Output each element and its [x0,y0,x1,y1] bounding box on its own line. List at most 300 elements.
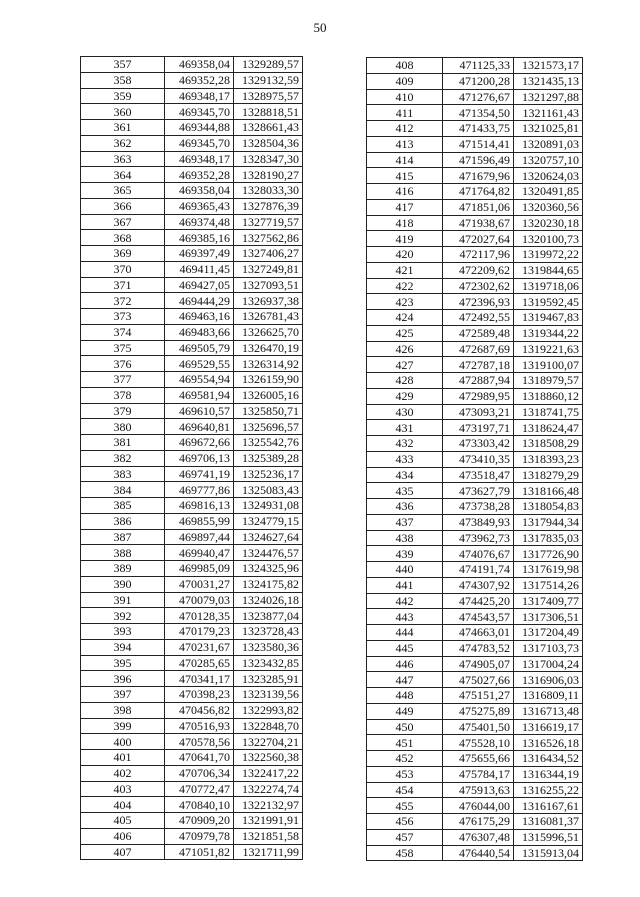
x-coordinate-cell: 469640,81 [165,419,234,435]
table-row [81,797,303,813]
y-coordinate-cell: 1322417,22 [234,765,303,781]
point-number-cell: 379 [81,403,165,419]
x-coordinate-cell: 472209,62 [443,262,514,278]
x-coordinate-cell: 475913,63 [443,782,514,798]
point-number-cell: 396 [81,671,165,687]
x-coordinate-cell: 469554,94 [165,372,234,388]
table-row [367,829,583,845]
point-number-cell: 380 [81,419,165,435]
y-coordinate-cell: 1317306,51 [514,609,583,625]
table-row [367,688,583,704]
x-coordinate-cell: 471125,33 [443,58,514,74]
y-coordinate-cell: 1323728,43 [234,624,303,640]
table-row [367,436,583,452]
x-coordinate-cell: 475027,66 [443,672,514,688]
x-coordinate-cell: 474076,67 [443,546,514,562]
table-row [81,230,303,246]
point-number-cell: 411 [367,105,443,121]
point-number-cell: 410 [367,89,443,105]
table-row [81,655,303,671]
table-row [81,340,303,356]
table-row [367,719,583,735]
x-coordinate-cell: 469483,66 [165,324,234,340]
x-coordinate-cell: 469816,13 [165,498,234,514]
table-row [81,135,303,151]
table-row [81,435,303,451]
y-coordinate-cell: 1326781,43 [234,309,303,325]
y-coordinate-cell: 1323285,91 [234,671,303,687]
x-coordinate-cell: 469897,44 [165,529,234,545]
table-row [367,751,583,767]
table-row [81,482,303,498]
x-coordinate-cell: 469358,04 [165,183,234,199]
point-number-cell: 400 [81,734,165,750]
y-coordinate-cell: 1324325,96 [234,561,303,577]
x-coordinate-cell: 472589,48 [443,325,514,341]
y-coordinate-cell: 1320360,56 [514,199,583,215]
x-coordinate-cell: 474663,01 [443,625,514,641]
point-number-cell: 399 [81,718,165,734]
y-coordinate-cell: 1319467,83 [514,310,583,326]
coordinates-table-left [80,56,303,860]
x-coordinate-cell: 469348,17 [165,151,234,167]
table-row [81,813,303,829]
x-coordinate-cell: 470031,27 [165,576,234,592]
coordinates-table-right [366,57,583,861]
point-number-cell: 426 [367,341,443,357]
point-number-cell: 394 [81,639,165,655]
y-coordinate-cell: 1318979,57 [514,373,583,389]
x-coordinate-cell: 474543,57 [443,609,514,625]
y-coordinate-cell: 1316344,19 [514,766,583,782]
y-coordinate-cell: 1317619,98 [514,562,583,578]
y-coordinate-cell: 1317004,24 [514,656,583,672]
table-row [81,750,303,766]
table-row [81,261,303,277]
y-coordinate-cell: 1319844,65 [514,262,583,278]
table-row [367,58,583,74]
y-coordinate-cell: 1318860,12 [514,388,583,404]
x-coordinate-cell: 470979,78 [165,828,234,844]
table-row [367,625,583,641]
x-coordinate-cell: 469345,70 [165,135,234,151]
y-coordinate-cell: 1327876,39 [234,198,303,214]
y-coordinate-cell: 1324779,15 [234,513,303,529]
point-number-cell: 358 [81,72,165,88]
y-coordinate-cell: 1320757,10 [514,152,583,168]
table-row [81,104,303,120]
point-number-cell: 388 [81,545,165,561]
table-row [367,215,583,231]
y-coordinate-cell: 1322848,70 [234,718,303,734]
table-row [367,798,583,814]
point-number-cell: 401 [81,750,165,766]
y-coordinate-cell: 1318166,48 [514,483,583,499]
point-number-cell: 422 [367,278,443,294]
table-row [81,639,303,655]
table-row [81,529,303,545]
point-number-cell: 385 [81,498,165,514]
y-coordinate-cell: 1315996,51 [514,829,583,845]
y-coordinate-cell: 1325696,57 [234,419,303,435]
point-number-cell: 409 [367,73,443,89]
point-number-cell: 420 [367,247,443,263]
table-row [367,420,583,436]
y-coordinate-cell: 1328818,51 [234,104,303,120]
table-row [367,247,583,263]
x-coordinate-cell: 470641,70 [165,750,234,766]
y-coordinate-cell: 1323877,04 [234,608,303,624]
y-coordinate-cell: 1322704,21 [234,734,303,750]
table-row [81,498,303,514]
y-coordinate-cell: 1317204,49 [514,625,583,641]
point-number-cell: 393 [81,624,165,640]
table-row [367,530,583,546]
x-coordinate-cell: 469397,49 [165,246,234,262]
table-row [367,73,583,89]
x-coordinate-cell: 471764,82 [443,184,514,200]
table-row [367,404,583,420]
table-row [367,278,583,294]
point-number-cell: 402 [81,765,165,781]
x-coordinate-cell: 472302,62 [443,278,514,294]
y-coordinate-cell: 1323580,36 [234,639,303,655]
point-number-cell: 368 [81,230,165,246]
point-number-cell: 384 [81,482,165,498]
x-coordinate-cell: 471938,67 [443,215,514,231]
point-number-cell: 382 [81,450,165,466]
point-number-cell: 429 [367,388,443,404]
table-row [81,561,303,577]
point-number-cell: 446 [367,656,443,672]
point-number-cell: 431 [367,420,443,436]
y-coordinate-cell: 1322132,97 [234,797,303,813]
x-coordinate-cell: 469385,16 [165,230,234,246]
table-row [367,325,583,341]
table-row [367,562,583,578]
y-coordinate-cell: 1320230,18 [514,215,583,231]
x-coordinate-cell: 475655,66 [443,751,514,767]
point-number-cell: 378 [81,387,165,403]
table-row [81,356,303,372]
point-number-cell: 366 [81,198,165,214]
x-coordinate-cell: 471851,06 [443,199,514,215]
y-coordinate-cell: 1321297,88 [514,89,583,105]
y-coordinate-cell: 1316809,11 [514,688,583,704]
y-coordinate-cell: 1321711,99 [234,844,303,860]
x-coordinate-cell: 472117,96 [443,247,514,263]
y-coordinate-cell: 1324476,57 [234,545,303,561]
table-row [81,183,303,199]
x-coordinate-cell: 474425,20 [443,593,514,609]
point-number-cell: 450 [367,719,443,735]
y-coordinate-cell: 1321025,81 [514,121,583,137]
x-coordinate-cell: 473518,47 [443,467,514,483]
x-coordinate-cell: 469348,17 [165,88,234,104]
y-coordinate-cell: 1318741,75 [514,404,583,420]
y-coordinate-cell: 1317103,73 [514,640,583,656]
x-coordinate-cell: 470398,23 [165,687,234,703]
y-coordinate-cell: 1324627,64 [234,529,303,545]
point-number-cell: 428 [367,373,443,389]
y-coordinate-cell: 1316255,22 [514,782,583,798]
table-row [367,640,583,656]
point-number-cell: 452 [367,751,443,767]
x-coordinate-cell: 476044,00 [443,798,514,814]
point-number-cell: 445 [367,640,443,656]
table-row [367,577,583,593]
x-coordinate-cell: 474191,74 [443,562,514,578]
point-number-cell: 376 [81,356,165,372]
table-row [81,624,303,640]
x-coordinate-cell: 473962,73 [443,530,514,546]
y-coordinate-cell: 1323139,56 [234,687,303,703]
x-coordinate-cell: 476175,29 [443,814,514,830]
x-coordinate-cell: 469985,09 [165,561,234,577]
y-coordinate-cell: 1324175,82 [234,576,303,592]
table-row [81,372,303,388]
x-coordinate-cell: 471679,96 [443,168,514,184]
point-number-cell: 365 [81,183,165,199]
y-coordinate-cell: 1317835,03 [514,530,583,546]
point-number-cell: 377 [81,372,165,388]
point-number-cell: 403 [81,781,165,797]
table-row [367,499,583,515]
y-coordinate-cell: 1319972,22 [514,247,583,263]
x-coordinate-cell: 470341,17 [165,671,234,687]
table-row [367,373,583,389]
table-row [367,152,583,168]
x-coordinate-cell: 473093,21 [443,404,514,420]
table-row [81,545,303,561]
point-number-cell: 418 [367,215,443,231]
point-number-cell: 360 [81,104,165,120]
table-row [367,514,583,530]
y-coordinate-cell: 1320624,03 [514,168,583,184]
point-number-cell: 417 [367,199,443,215]
table-row [81,387,303,403]
y-coordinate-cell: 1319344,22 [514,325,583,341]
y-coordinate-cell: 1319592,45 [514,294,583,310]
point-number-cell: 397 [81,687,165,703]
x-coordinate-cell: 469365,43 [165,198,234,214]
y-coordinate-cell: 1328190,27 [234,167,303,183]
x-coordinate-cell: 472396,93 [443,294,514,310]
table-row [81,592,303,608]
table-row [81,765,303,781]
y-coordinate-cell: 1321161,43 [514,105,583,121]
table-row [81,466,303,482]
table-row [367,199,583,215]
table-row [81,151,303,167]
point-number-cell: 363 [81,151,165,167]
y-coordinate-cell: 1316619,17 [514,719,583,735]
x-coordinate-cell: 470456,82 [165,702,234,718]
point-number-cell: 448 [367,688,443,704]
point-number-cell: 455 [367,798,443,814]
coordinates-table-right-body [367,58,583,861]
y-coordinate-cell: 1325389,28 [234,450,303,466]
x-coordinate-cell: 472787,18 [443,357,514,373]
x-coordinate-cell: 470909,20 [165,813,234,829]
table-row [367,451,583,467]
table-row [81,781,303,797]
y-coordinate-cell: 1321851,58 [234,828,303,844]
x-coordinate-cell: 469444,29 [165,293,234,309]
table-row [81,734,303,750]
x-coordinate-cell: 474783,52 [443,640,514,656]
y-coordinate-cell: 1325236,17 [234,466,303,482]
point-number-cell: 391 [81,592,165,608]
table-row [367,814,583,830]
point-number-cell: 444 [367,625,443,641]
table-row [81,576,303,592]
point-number-cell: 416 [367,184,443,200]
point-number-cell: 387 [81,529,165,545]
point-number-cell: 432 [367,436,443,452]
table-row [81,718,303,734]
coordinates-table-left-body [81,57,303,860]
table-row [367,341,583,357]
x-coordinate-cell: 469345,70 [165,104,234,120]
point-number-cell: 457 [367,829,443,845]
y-coordinate-cell: 1326937,38 [234,293,303,309]
x-coordinate-cell: 470285,65 [165,655,234,671]
point-number-cell: 434 [367,467,443,483]
table-row [367,609,583,625]
table-row [81,671,303,687]
x-coordinate-cell: 470706,34 [165,765,234,781]
table-row [81,293,303,309]
y-coordinate-cell: 1316167,61 [514,798,583,814]
y-coordinate-cell: 1317944,34 [514,514,583,530]
y-coordinate-cell: 1321435,13 [514,73,583,89]
point-number-cell: 435 [367,483,443,499]
x-coordinate-cell: 475275,89 [443,703,514,719]
y-coordinate-cell: 1327406,27 [234,246,303,262]
y-coordinate-cell: 1328661,43 [234,120,303,136]
point-number-cell: 413 [367,136,443,152]
x-coordinate-cell: 472989,95 [443,388,514,404]
y-coordinate-cell: 1317514,26 [514,577,583,593]
point-number-cell: 441 [367,577,443,593]
table-row [367,310,583,326]
table-row [367,483,583,499]
table-row [81,277,303,293]
point-number-cell: 439 [367,546,443,562]
x-coordinate-cell: 470079,03 [165,592,234,608]
x-coordinate-cell: 469672,66 [165,435,234,451]
x-coordinate-cell: 473197,71 [443,420,514,436]
table-row [367,294,583,310]
x-coordinate-cell: 475151,27 [443,688,514,704]
y-coordinate-cell: 1326314,92 [234,356,303,372]
y-coordinate-cell: 1328033,30 [234,183,303,199]
x-coordinate-cell: 471514,41 [443,136,514,152]
table-row [367,656,583,672]
table-row [367,105,583,121]
y-coordinate-cell: 1326625,70 [234,324,303,340]
table-row [81,120,303,136]
y-coordinate-cell: 1320891,03 [514,136,583,152]
table-row [81,57,303,73]
point-number-cell: 408 [367,58,443,74]
y-coordinate-cell: 1319221,63 [514,341,583,357]
point-number-cell: 407 [81,844,165,860]
x-coordinate-cell: 471051,82 [165,844,234,860]
point-number-cell: 440 [367,562,443,578]
x-coordinate-cell: 470516,93 [165,718,234,734]
y-coordinate-cell: 1327562,86 [234,230,303,246]
table-row [367,184,583,200]
table-row [367,703,583,719]
point-number-cell: 456 [367,814,443,830]
y-coordinate-cell: 1325850,71 [234,403,303,419]
y-coordinate-cell: 1316526,18 [514,735,583,751]
point-number-cell: 369 [81,246,165,262]
point-number-cell: 449 [367,703,443,719]
x-coordinate-cell: 469741,19 [165,466,234,482]
x-coordinate-cell: 469352,28 [165,72,234,88]
x-coordinate-cell: 473303,42 [443,436,514,452]
x-coordinate-cell: 470578,56 [165,734,234,750]
y-coordinate-cell: 1329132,59 [234,72,303,88]
table-row [81,167,303,183]
point-number-cell: 392 [81,608,165,624]
x-coordinate-cell: 471596,49 [443,152,514,168]
point-number-cell: 424 [367,310,443,326]
x-coordinate-cell: 474307,92 [443,577,514,593]
x-coordinate-cell: 472887,94 [443,373,514,389]
x-coordinate-cell: 471200,28 [443,73,514,89]
page-number: 50 [313,20,327,35]
x-coordinate-cell: 475528,10 [443,735,514,751]
y-coordinate-cell: 1318508,29 [514,436,583,452]
point-number-cell: 405 [81,813,165,829]
point-number-cell: 374 [81,324,165,340]
point-number-cell: 390 [81,576,165,592]
table-row [81,246,303,262]
x-coordinate-cell: 473849,93 [443,514,514,530]
table-row [81,403,303,419]
point-number-cell: 438 [367,530,443,546]
x-coordinate-cell: 470179,23 [165,624,234,640]
table-row [367,231,583,247]
x-coordinate-cell: 469610,57 [165,403,234,419]
x-coordinate-cell: 469777,86 [165,482,234,498]
point-number-cell: 395 [81,655,165,671]
table-row [367,672,583,688]
y-coordinate-cell: 1325542,76 [234,435,303,451]
x-coordinate-cell: 469411,45 [165,261,234,277]
point-number-cell: 362 [81,135,165,151]
y-coordinate-cell: 1326159,90 [234,372,303,388]
table-row [81,88,303,104]
point-number-cell: 370 [81,261,165,277]
point-number-cell: 386 [81,513,165,529]
y-coordinate-cell: 1318624,47 [514,420,583,436]
x-coordinate-cell: 469374,48 [165,214,234,230]
y-coordinate-cell: 1321991,91 [234,813,303,829]
point-number-cell: 421 [367,262,443,278]
table-row [367,89,583,105]
y-coordinate-cell: 1319718,06 [514,278,583,294]
x-coordinate-cell: 476307,48 [443,829,514,845]
y-coordinate-cell: 1327719,57 [234,214,303,230]
x-coordinate-cell: 474905,07 [443,656,514,672]
point-number-cell: 442 [367,593,443,609]
y-coordinate-cell: 1316081,37 [514,814,583,830]
